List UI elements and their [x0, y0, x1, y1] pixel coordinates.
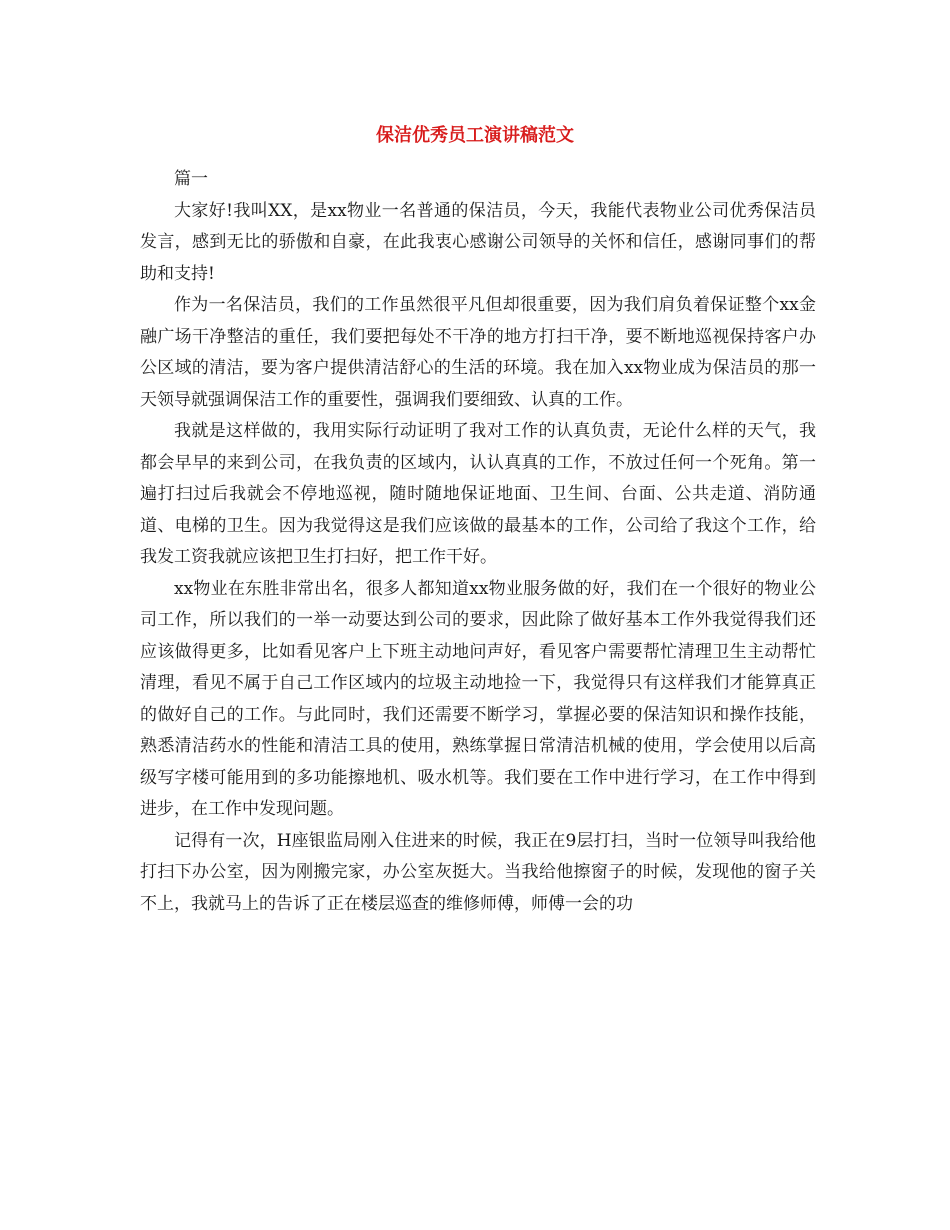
- paragraph-1: 大家好!我叫XX，是xx物业一名普通的保洁员，今天，我能代表物业公司优秀保洁员发言，感到无比的骄傲和自豪，在此我衷心感谢公司领导的关怀和信任，感谢同事们的帮助和支持!: [140, 200, 816, 284]
- section-label: 篇一: [174, 169, 208, 189]
- document-body: [140, 164, 816, 920]
- paragraph-2: 作为一名保洁员，我们的工作虽然很平凡但却很重要，因为我们肩负着保证整个xx金融广场干净整洁的重任，我们要把每处不干净的地方打扫干净，要不断地巡视保持客户办公区域的清洁，要为客户提供清洁舒心的生活的环境。我在加入xx物业成为保洁员的那一天领导就强调保洁工作的重要性，强调我们要细致、认真的工作。: [140, 295, 816, 410]
- paragraph-5: 记得有一次，H座银监局刚入住进来的时候，我正在9层打扫，当时一位领导叫我给他打扫下办公室，因为刚搬完家，办公室灰挺大。当我给他擦窗子的时候，发现他的窗子关不上，我就马上的告诉了正在楼层巡查的维修师傅，师傅一会的功: [140, 830, 816, 914]
- paragraph-3: 我就是这样做的，我用实际行动证明了我对工作的认真负责，无论什么样的天气，我都会早早的来到公司，在我负责的区域内，认认真真的工作，不放过任何一个死角。第一遍打扫过后我就会不停地巡视，随时随地保证地面、卫生间、台面、公共走道、消防通道、电梯的卫生。因为我觉得这是我们应该做的最基本的工作，公司给了我这个工作，给我发工资我就应该把卫生打扫好，把工作干好。: [140, 421, 816, 567]
- document-title: 保洁优秀员工演讲稿范文: [376, 125, 574, 146]
- paragraph-4: xx物业在东胜非常出名，很多人都知道xx物业服务做的好，我们在一个很好的物业公司工作，所以我们的一举一动要达到公司的要求，因此除了做好基本工作外我觉得我们还应该做得更多，比如看见客户上下班主动地问声好，看见客户需要帮忙清理卫生主动帮忙清理，看见不属于自己工作区域内的垃圾主动地捡一下，我觉得只有这样我们才能算真正的做好自己的工作。与此同时，我们还需要不断学习，掌握必要的保洁知识和操作技能，熟悉清洁药水的性能和清洁工具的使用，熟练掌握日常清洁机械的使用，学会使用以后高级写字楼可能用到的多功能擦地机、吸水机等。我们要在工作中进行学习，在工作中得到进步，在工作中发现问题。: [140, 578, 816, 819]
